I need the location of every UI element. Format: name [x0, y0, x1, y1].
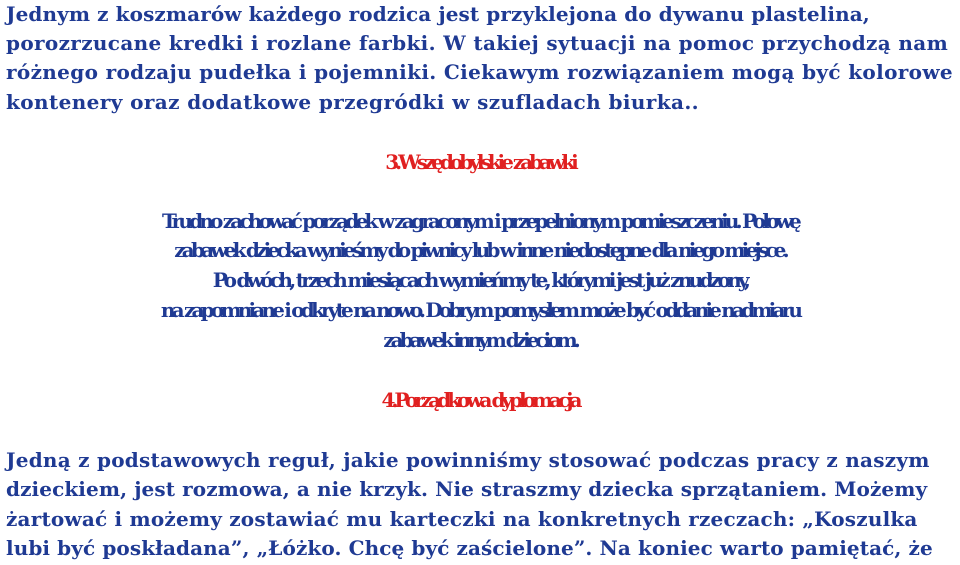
- section-3-line: na zapomniane i odkryte na nowo. Dobrym pomysłem może być oddanie nadmiaru: [160, 298, 800, 322]
- section-4-line: dzieckiem, jest rozmowa, a nie krzyk. Nie straszmy dziecka sprzątaniem. Możemy: [6, 477, 928, 501]
- section-4-line: żartować i możemy zostawiać mu karteczki na konkretnych rzeczach: „Koszulka: [6, 507, 918, 531]
- section-3-line: Po dwóch, trzech miesiącach wymieńmy te, którymi jest już znudzony,: [212, 268, 748, 292]
- section-4-line: lubi być poskładana”, „Łóżko. Chcę być zaścielone”. Na koniec warto pamiętać, że: [6, 536, 933, 560]
- section-3-line: zabawek dziecka wynieśmy do piwnicy lub w inne niedostępne dla niego miejsce.: [174, 238, 786, 262]
- section-3-line: zabawek innym dzieciom.: [383, 328, 577, 352]
- section-4-title: Porządkowa dyplomacja: [394, 388, 579, 412]
- section-3-title: Wszędobylskie zabawki: [398, 150, 575, 174]
- section-3-number: 3.: [385, 150, 399, 174]
- intro-line: Jednym z koszmarów każdego rodzica jest przyklejona do dywanu plastelina,: [6, 2, 870, 26]
- section-4-line: Jedną z podstawowych reguł, jakie powinniśmy stosować podczas pracy z naszym: [6, 448, 930, 472]
- intro-line: porozrzucane kredki i rozlane farbki. W takiej sytuacji na pomoc przychodzą nam: [6, 31, 949, 55]
- intro-line: różnego rodzaju pudełka i pojemniki. Ciekawym rozwiązaniem mogą być kolorowe: [6, 60, 953, 84]
- section-4-number: 4.: [381, 388, 395, 412]
- section-3-heading: [0, 148, 960, 177]
- section-4-heading: [0, 386, 960, 415]
- section-3-line: Trudno zachować porządek w zagraconym i przepełnionym pomieszczeniu. Połowę: [162, 209, 798, 233]
- intro-line: kontenery oraz dodatkowe przegródki w szufladach biurka..: [6, 90, 700, 114]
